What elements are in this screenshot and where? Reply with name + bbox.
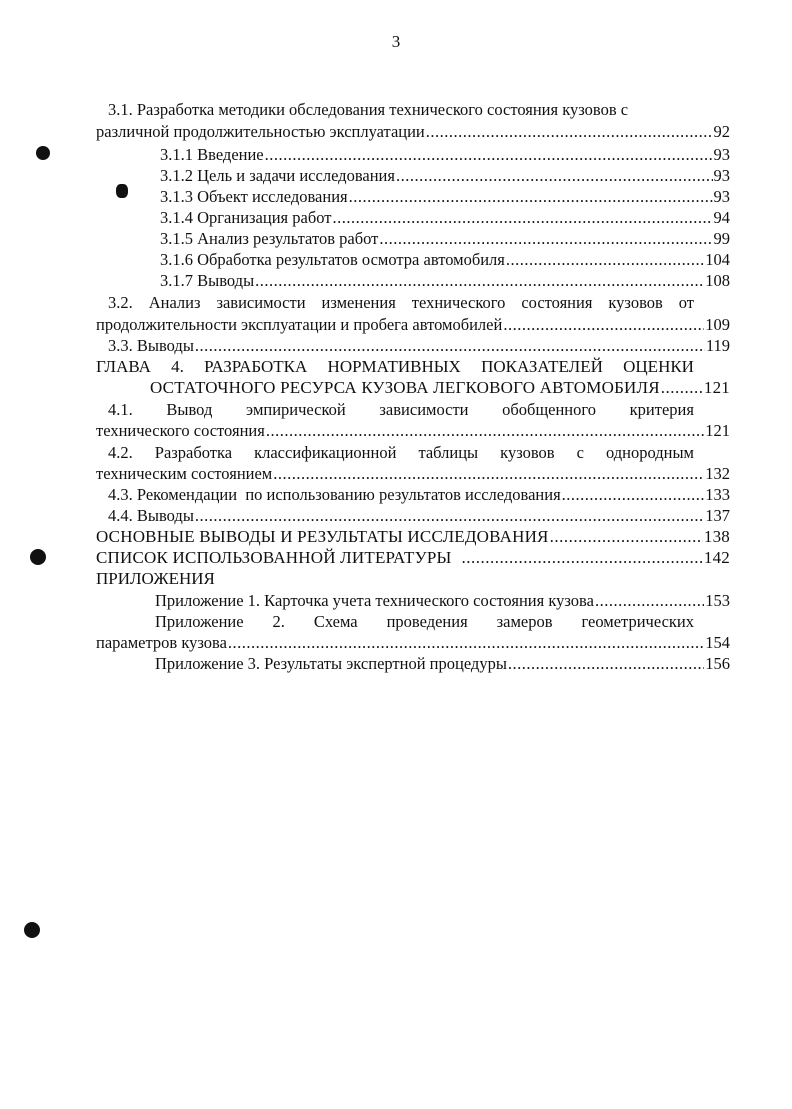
toc-page-number: 121	[703, 378, 730, 397]
dot-leader	[550, 526, 703, 547]
toc-entry-text: различной продолжительностью эксплуатации	[96, 122, 425, 141]
toc-entry-3-3	[108, 335, 730, 356]
toc-page-number: 93	[713, 145, 730, 164]
toc-page-number: 154	[705, 633, 730, 652]
toc-entry-3-2-line1: 3.2. Анализ зависимости изменения технического состояния кузовов от	[108, 293, 694, 312]
dot-leader	[426, 121, 713, 142]
dot-leader	[503, 314, 704, 335]
toc-entry-text: 3.3. Выводы	[108, 336, 194, 355]
toc-page-number: 121	[705, 421, 730, 440]
toc-entry-3-1-4	[160, 207, 730, 228]
toc-entry-4-2-line1: 4.2. Разработка классификационной таблицы кузовов с однородным	[108, 443, 694, 462]
toc-entry-text: 4.3. Рекомендации по использованию результатов исследования	[108, 485, 561, 504]
toc-page-number: 138	[703, 527, 730, 546]
table-of-contents	[0, 99, 792, 699]
toc-references	[96, 547, 730, 568]
toc-page-number: 133	[705, 485, 730, 504]
toc-page-number: 156	[705, 654, 730, 673]
toc-page-number: 153	[705, 591, 730, 610]
toc-entry-text: 3.1.5 Анализ результатов работ	[160, 229, 379, 248]
toc-entry-4-1	[96, 420, 730, 441]
dot-leader	[396, 165, 713, 186]
dot-leader	[273, 463, 704, 484]
toc-entry-text: продолжительности эксплуатации и пробега автомобилей	[96, 315, 503, 334]
toc-entry-3-1	[96, 121, 730, 142]
toc-entry-text: 3.1.2 Цель и задачи исследования	[160, 166, 395, 185]
toc-entry-3-1-3	[160, 186, 730, 207]
toc-entry-4-2	[96, 463, 730, 484]
toc-appendices: ПРИЛОЖЕНИЯ	[96, 569, 215, 588]
toc-entry-4-3	[108, 484, 730, 505]
toc-entry-text: СПИСОК ИСПОЛЬЗОВАННОЙ ЛИТЕРАТУРЫ	[96, 548, 452, 567]
dot-leader	[228, 632, 704, 653]
toc-entry-3-2	[96, 314, 730, 335]
dot-leader	[661, 377, 703, 398]
toc-chapter-4-line1: ГЛАВА 4. РАЗРАБОТКА НОРМАТИВНЫХ ПОКАЗАТЕЛЕЙ ОЦЕНКИ	[96, 357, 694, 376]
toc-entry-text: 4.4. Выводы	[108, 506, 194, 525]
toc-entry-text: 3.1.6 Обработка результатов осмотра автомобиля	[160, 250, 505, 269]
toc-appendix-1	[155, 590, 730, 611]
toc-entry-3-1-1	[160, 144, 730, 165]
toc-page-number: 108	[705, 271, 730, 290]
dot-leader	[595, 590, 704, 611]
toc-entry-3-1-7	[160, 270, 730, 291]
toc-appendix-3	[155, 653, 730, 674]
toc-entry-text: технического состояния	[96, 421, 265, 440]
page-number: 3	[391, 32, 401, 51]
dot-leader	[506, 249, 704, 270]
toc-entry-text: 3.1.1 Введение	[160, 145, 264, 164]
toc-chapter-4	[150, 377, 730, 398]
toc-entry-4-1-line1: 4.1. Вывод эмпирической зависимости обобщенного критерия	[108, 400, 694, 419]
toc-entry-3-1-2	[160, 165, 730, 186]
toc-page-number: 104	[705, 250, 730, 269]
dot-leader	[379, 228, 712, 249]
toc-page-number: 119	[705, 336, 730, 355]
toc-appendix-2	[96, 632, 730, 653]
toc-entry-text: техническим состоянием	[96, 464, 273, 483]
toc-entry-4-4	[108, 505, 730, 526]
dot-leader	[562, 484, 705, 505]
toc-page-number: 93	[713, 166, 730, 185]
toc-page-number: 142	[703, 548, 730, 567]
dot-leader	[332, 207, 712, 228]
dot-leader	[508, 653, 704, 674]
toc-entry-text: 3.1.3 Объект исследования	[160, 187, 348, 206]
toc-entry-3-1-line1: 3.1. Разработка методики обследования технического состояния кузовов с	[108, 100, 629, 119]
dot-leader	[462, 547, 703, 568]
toc-entry-text: 3.1.4 Организация работ	[160, 208, 332, 227]
toc-page-number: 99	[713, 229, 730, 248]
dot-leader	[255, 270, 704, 291]
dot-leader	[195, 335, 705, 356]
toc-appendix-2-line1: Приложение 2. Схема проведения замеров геометрических	[155, 612, 694, 631]
toc-conclusions	[96, 526, 730, 547]
toc-entry-3-1-5	[160, 228, 730, 249]
toc-page-number: 92	[713, 122, 730, 141]
scan-blot	[24, 922, 40, 938]
toc-entry-text: ОСНОВНЫЕ ВЫВОДЫ И РЕЗУЛЬТАТЫ ИССЛЕДОВАНИЯ	[96, 527, 549, 546]
toc-page-number: 93	[713, 187, 730, 206]
toc-entry-text: параметров кузова	[96, 633, 227, 652]
toc-entry-3-1-6	[160, 249, 730, 270]
toc-page-number: 137	[705, 506, 730, 525]
dot-leader	[265, 144, 713, 165]
toc-page-number: 132	[705, 464, 730, 483]
toc-page-number: 109	[705, 315, 730, 334]
toc-entry-text: Приложение 3. Результаты экспертной процедуры	[155, 654, 507, 673]
dot-leader	[349, 186, 713, 207]
toc-entry-text: 3.1.7 Выводы	[160, 271, 255, 290]
dot-leader	[195, 505, 704, 526]
toc-entry-text: ОСТАТОЧНОГО РЕСУРСА КУЗОВА ЛЕГКОВОГО АВТОМОБИЛЯ	[150, 378, 660, 397]
dot-leader	[266, 420, 704, 441]
toc-entry-text: Приложение 1. Карточка учета технического состояния кузова	[155, 591, 594, 610]
toc-page-number: 94	[713, 208, 730, 227]
